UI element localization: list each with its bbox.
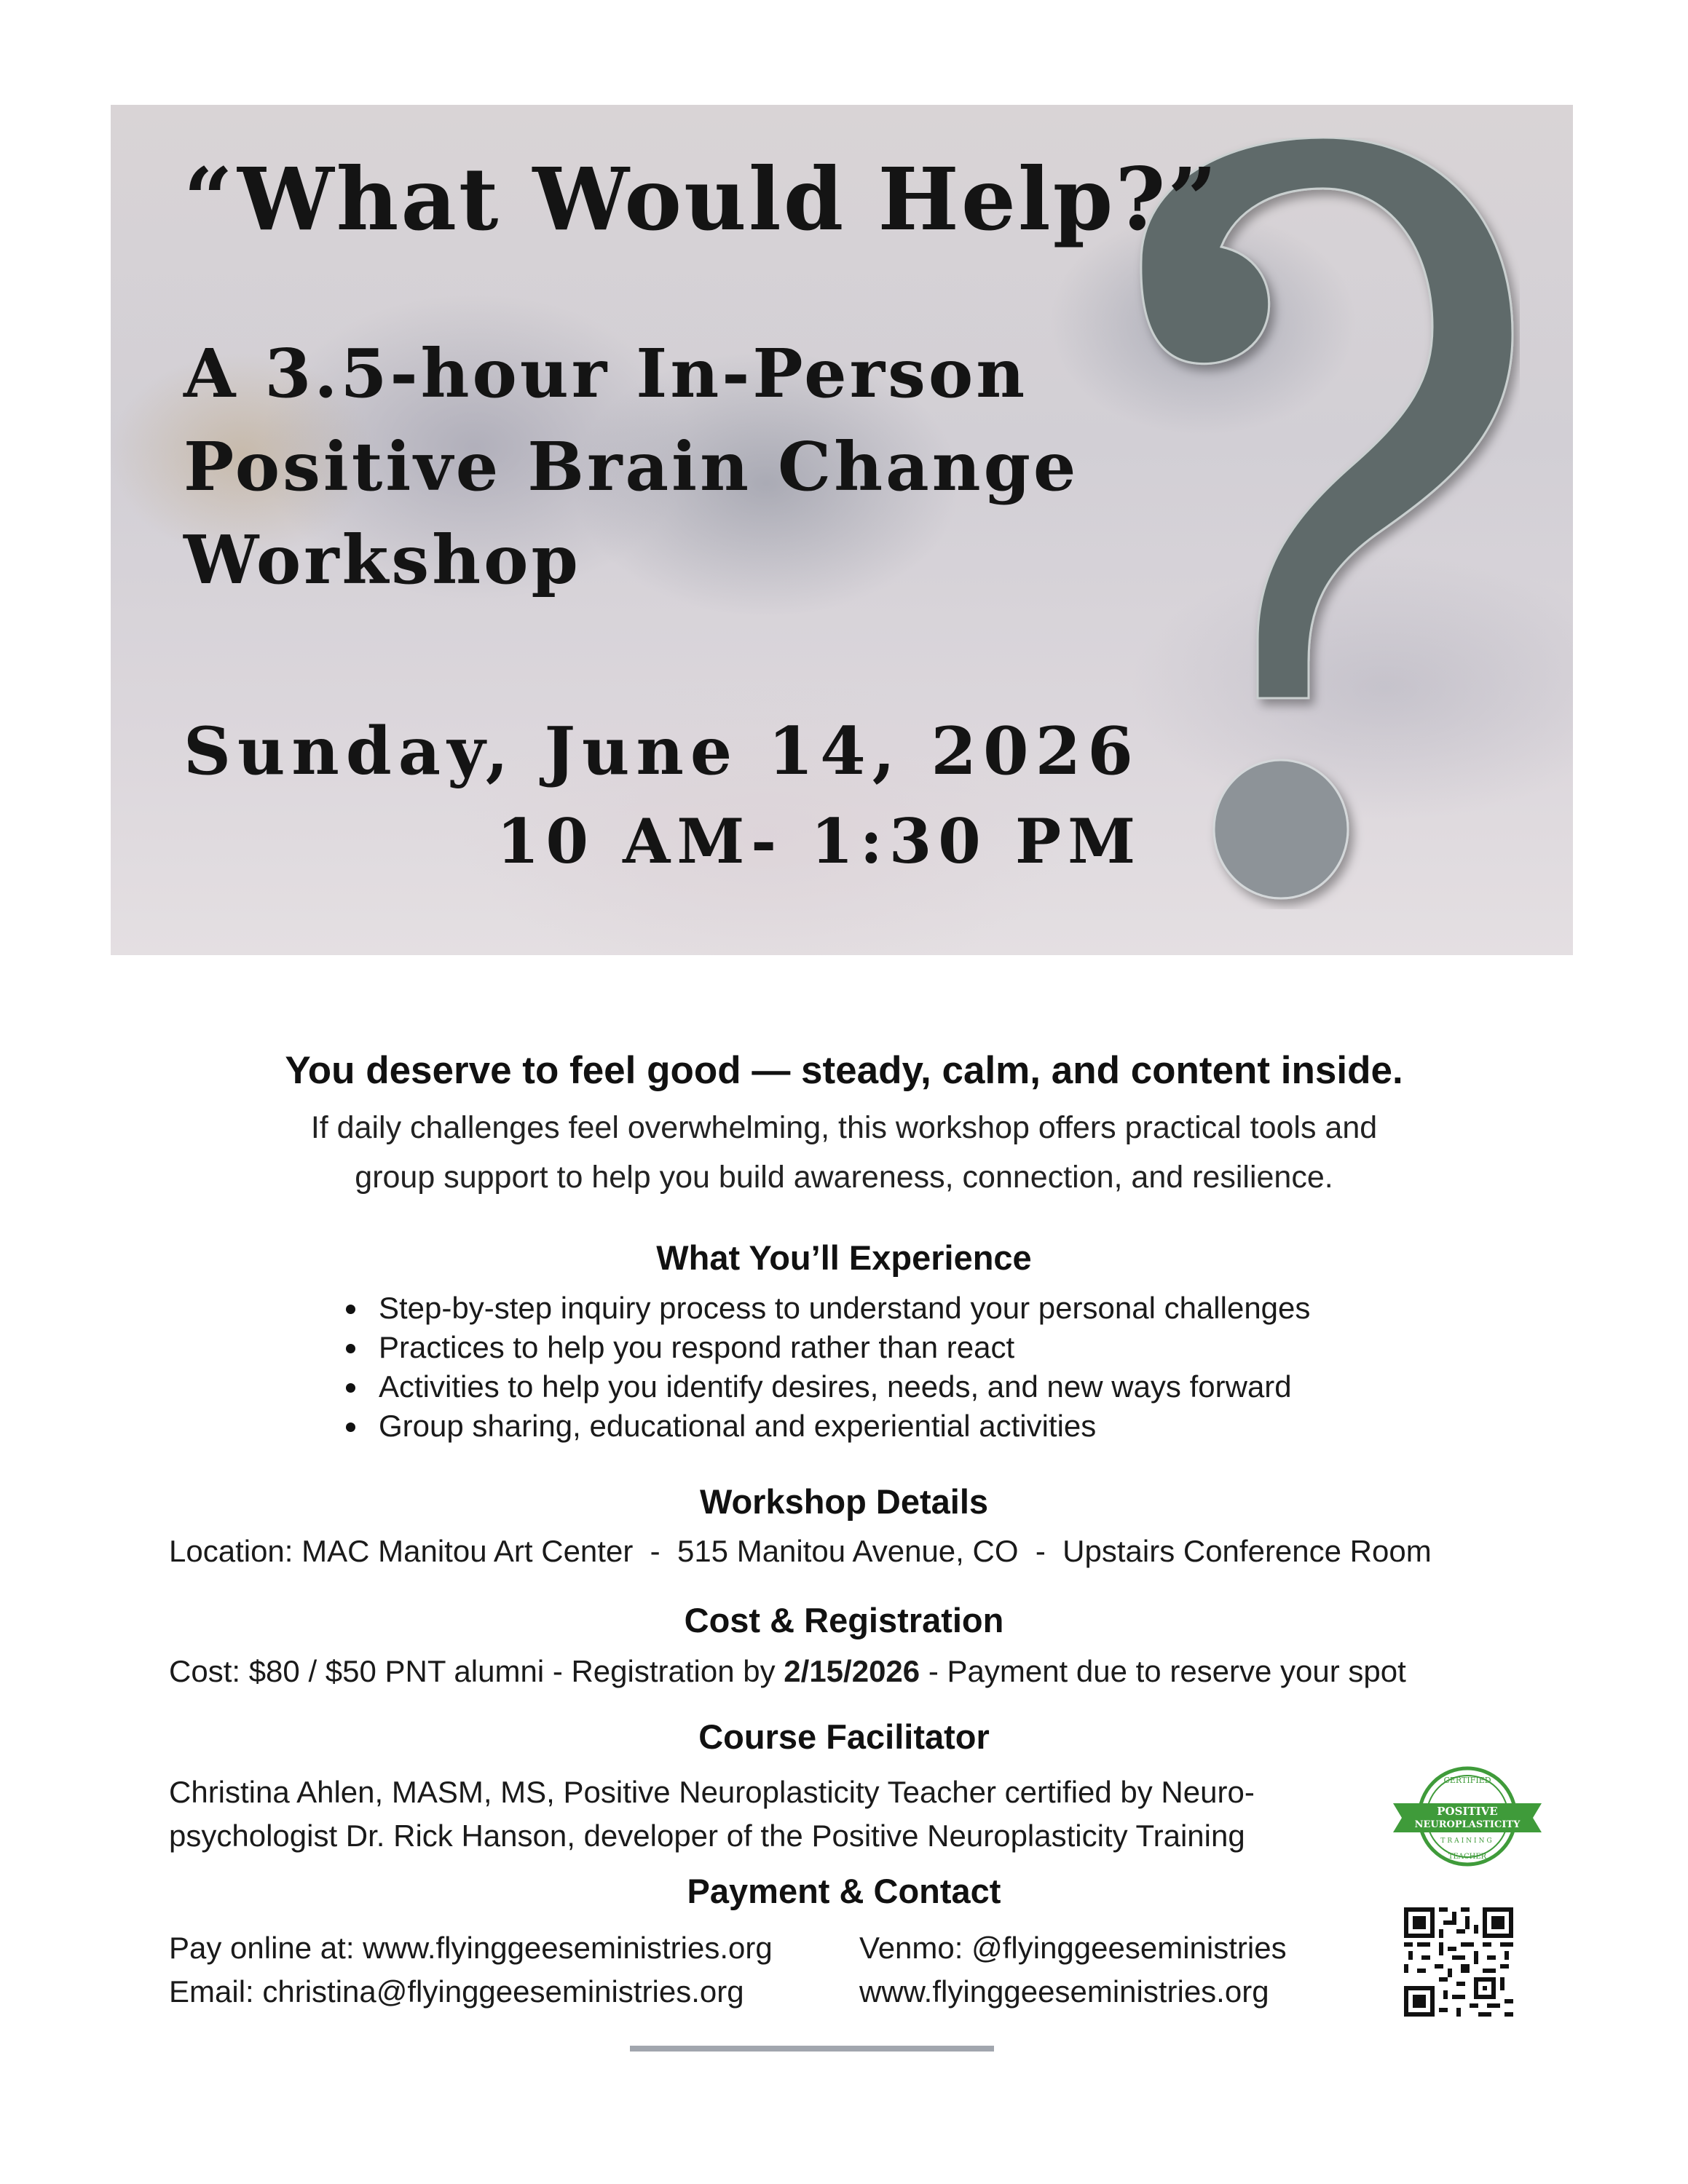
list-item: Practices to help you respond rather than react	[346, 1328, 1310, 1367]
event-date: Sunday, June 14, 2026	[184, 713, 1140, 790]
badge-top-text: CERTIFIED	[1443, 1776, 1491, 1785]
badge-line3: TRAINING	[1440, 1837, 1494, 1845]
hero-subtitle: A 3.5-hour In-Person Positive Brain Change Workshop	[184, 334, 1079, 599]
footer-divider	[630, 2046, 994, 2052]
website-link[interactable]: www.flyinggeeseministries.org	[859, 1974, 1269, 2009]
location-text: Location: MAC Manitou Art Center - 515 Manitou Avenue, CO - Upstairs Conference Room	[169, 1534, 1432, 1568]
registration-deadline: 2/15/2026	[784, 1654, 920, 1688]
list-item: Activities to help you identify desires, needs, and new ways forward	[346, 1367, 1310, 1406]
cost-prefix: Cost: $80 / $50 PNT alumni - Registration by	[169, 1654, 784, 1688]
experience-heading: What You’ll Experience	[656, 1238, 1032, 1277]
intro-line-2: group support to help you build awareness, connection, and resilience.	[355, 1160, 1333, 1195]
details-heading: Workshop Details	[699, 1482, 989, 1521]
contact-heading: Payment & Contact	[687, 1872, 1001, 1910]
cost-text	[169, 1654, 1406, 1689]
badge-bottom-text: TEACHER	[1448, 1853, 1487, 1861]
event-time: 10 AM- 1:30 PM	[497, 805, 1143, 877]
intro-paragraph	[0, 1103, 1688, 1202]
hero-banner	[111, 105, 1573, 955]
facilitator-bio: Christina Ahlen, MASM, MS, Positive Neuroplasticity Teacher certified by Neuro-psychologist Dr. Rick Hanson, developer of the Positive Neuroplasticity Training	[169, 1775, 1255, 1853]
certified-teacher-badge	[1387, 1758, 1547, 1875]
cost-suffix: - Payment due to reserve your spot	[920, 1654, 1406, 1688]
email-link[interactable]: Email: christina@flyinggeeseministries.org	[169, 1974, 744, 2009]
qr-code-icon[interactable]	[1404, 1907, 1513, 2017]
tagline: You deserve to feel good — steady, calm, and content inside.	[285, 1049, 1403, 1092]
badge-line2: NEUROPLASTICITY	[1414, 1819, 1521, 1830]
venmo-handle: Venmo: @flyinggeeseministries	[859, 1931, 1287, 1965]
list-item: Group sharing, educational and experiential activities	[346, 1406, 1310, 1446]
experience-list	[346, 1289, 1310, 1446]
intro-line-1: If daily challenges feel overwhelming, this workshop offers practical tools and	[310, 1110, 1378, 1145]
contact-left-column	[169, 1926, 773, 2014]
list-item: Step-by-step inquiry process to understand your personal challenges	[346, 1289, 1310, 1328]
facilitator-heading: Course Facilitator	[698, 1717, 990, 1756]
hero-title: “What Would Help?”	[184, 149, 1220, 250]
badge-line1: POSITIVE	[1437, 1805, 1498, 1818]
pay-online-link[interactable]: Pay online at: www.flyinggeeseministries.org	[169, 1931, 773, 1965]
cost-heading: Cost & Registration	[684, 1601, 1004, 1639]
contact-right-column	[859, 1926, 1287, 2014]
